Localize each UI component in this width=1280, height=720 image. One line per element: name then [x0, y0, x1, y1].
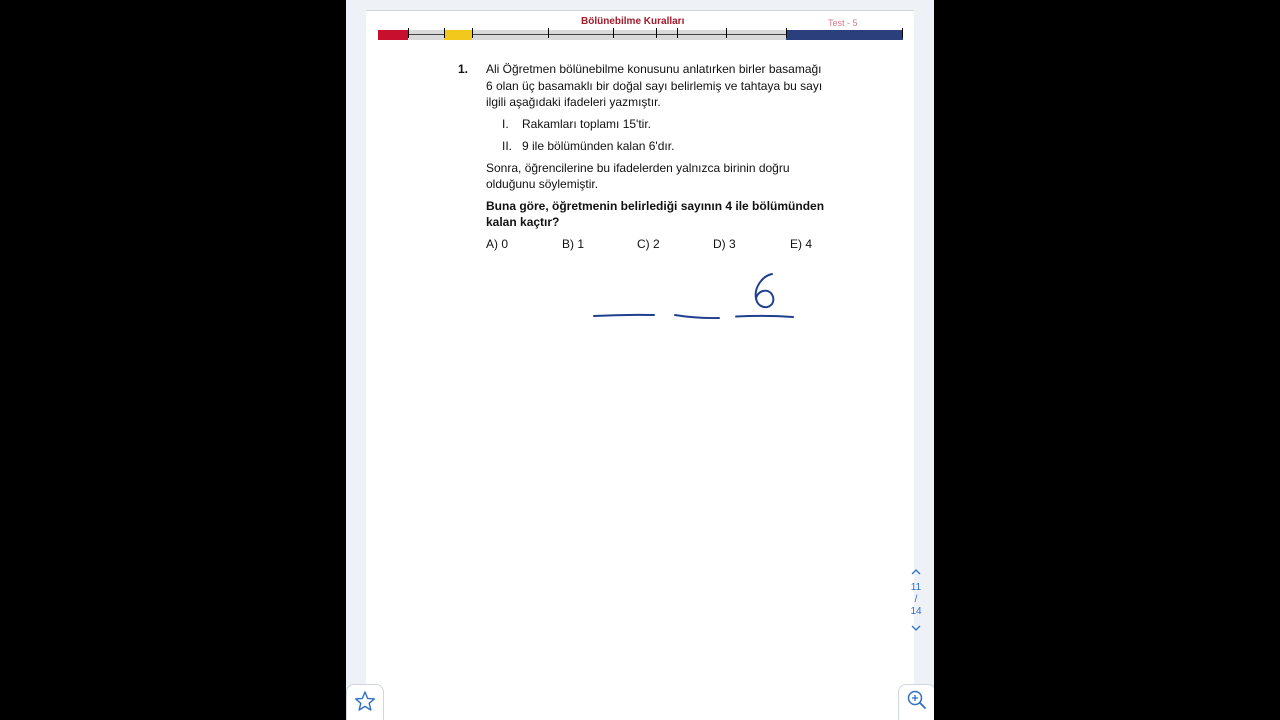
page-header-test-label: Test - 5 — [828, 18, 858, 28]
current-page-number: 11 — [910, 582, 922, 593]
page-header-title: Bölünebilme Kuralları — [581, 16, 685, 27]
statement-2 — [486, 138, 826, 155]
progress-tick — [472, 28, 473, 38]
progress-segment-navy — [786, 30, 903, 40]
pdf-viewer — [346, 0, 934, 720]
answer-options — [486, 236, 826, 253]
question-ask: Buna göre, öğretmenin belirlediği sayının 4 ile bölümünden kalan kaçtır? — [486, 198, 825, 229]
question-body — [486, 61, 826, 253]
statement-number: I. — [502, 116, 509, 131]
option-c[interactable]: C) 2 — [637, 236, 660, 251]
favorite-button[interactable] — [346, 684, 384, 720]
question-number: 1. — [458, 62, 469, 76]
statement-number: II. — [502, 138, 513, 153]
progress-tick — [548, 28, 549, 38]
statement-1 — [486, 116, 826, 133]
zoom-button[interactable] — [898, 684, 934, 720]
page-navigator — [902, 562, 930, 638]
progress-tick — [786, 28, 787, 38]
progress-segment-yellow — [444, 30, 472, 40]
zoom-in-icon — [899, 685, 934, 720]
topic-progress-bar — [378, 30, 903, 40]
progress-tick — [613, 28, 614, 38]
page-separator: / — [914, 594, 918, 605]
total-pages: 14 — [910, 606, 922, 617]
progress-tick — [656, 28, 657, 38]
next-page-button[interactable] — [902, 618, 930, 638]
option-b[interactable]: B) 1 — [562, 236, 585, 251]
statement-text: Rakamları toplamı 15'tir. — [522, 116, 652, 131]
progress-tick — [408, 28, 409, 38]
previous-page-button[interactable] — [902, 562, 930, 582]
star-icon — [347, 685, 383, 720]
question-text: Ali Öğretmen bölünebilme konusunu anlatırken birler basamağı 6 olan üç basamaklı bir doğal sayı belirlemiş ve tahtaya bu sayı ilgili aşağıdaki ifadeleri yazmıştır. — [486, 62, 823, 109]
progress-tick — [677, 28, 678, 38]
option-e[interactable]: E) 4 — [790, 236, 813, 251]
progress-tick — [444, 28, 445, 38]
progress-segment-red — [378, 30, 408, 40]
question-follow-text: Sonra, öğrencilerine bu ifadelerden yalnızca birinin doğru olduğunu söylemiştir. — [486, 160, 790, 191]
chevron-up-icon — [902, 562, 930, 582]
option-d[interactable]: D) 3 — [713, 236, 736, 251]
document-page — [366, 10, 914, 720]
chevron-down-icon — [902, 618, 930, 638]
progress-tick — [726, 28, 727, 38]
option-a[interactable]: A) 0 — [486, 236, 509, 251]
statement-text: 9 ile bölümünden kalan 6'dır. — [522, 138, 675, 153]
progress-tick — [902, 28, 903, 38]
